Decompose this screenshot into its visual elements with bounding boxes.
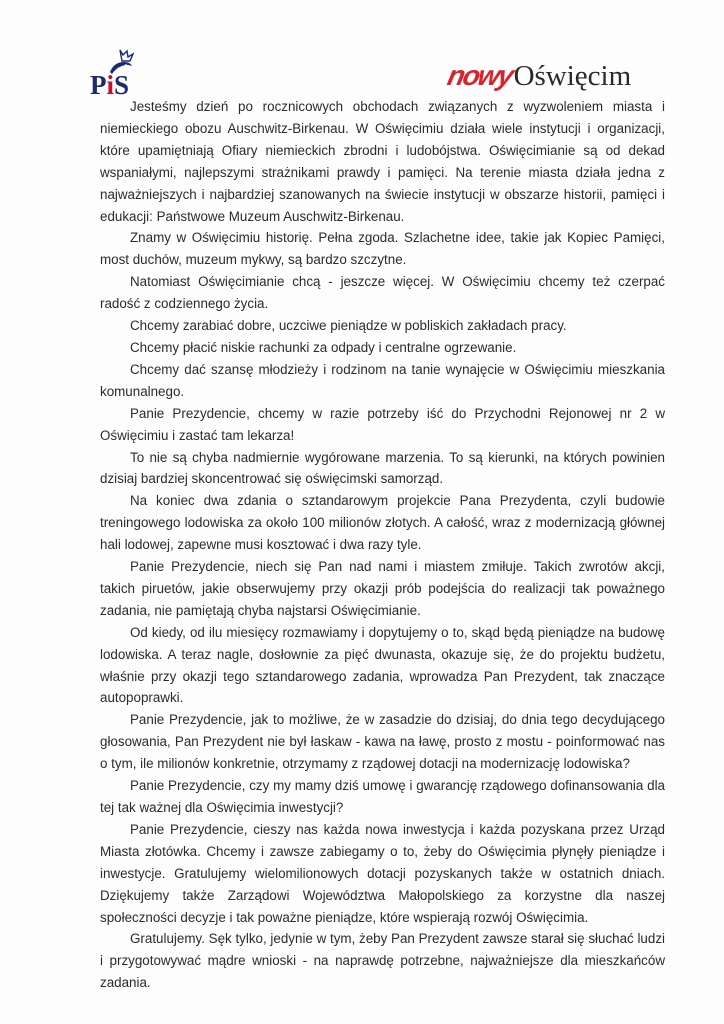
paragraph: Panie Prezydencie, jak to możliwe, że w zasadzie do dzisiaj, do dnia tego decydującego głosowania, Pan Prezydent nie był łaskaw - kawa na ławę, prosto z mostu - poinformować nas o tym, ile milionów konkretnie, otrzymamy z rządowej dotacji na modernizację lodowiska?: [100, 712, 665, 772]
paragraph: Panie Prezydencie, czy my mamy dziś umowę i gwarancję rządowego dofinansowania dla tej tak ważnej dla Oświęcimia inwestycji?: [100, 778, 665, 815]
paragraph: Znamy w Oświęcimiu historię. Pełna zgoda. Szlachetne idee, takie jak Kopiec Pamięci, most duchów, muzeum mykwy, są bardzo szczytne.: [100, 230, 665, 268]
paragraph: Jesteśmy dzień po rocznicowych obchodach związanych z wyzwoleniem miasta i niemieckiego obozu Auschwitz-Birkenau. W Oświęcimiu działa wiele instytucji i organizacji, które upamiętniają Ofiary niemieckich zbrodni i ludobójstwa. Oświęcimianie są od dekad wspaniałymi, najlepszymi strażnikami prawdy i pamięci. Na terenie miasta działa jedna z najważniejszych i najbardziej szanowanych na świecie instytucji w obszarze historii, pamięci i edukacji: Państwowe Muzeum Auschwitz-Birkenau.: [100, 99, 665, 224]
paragraph: Chcemy dać szansę młodzieży i rodzinom na tanie wynajęcie w Oświęcimiu mieszkania komunalnego.: [100, 361, 665, 399]
paragraph: Na koniec dwa zdania o sztandarowym projekcie Pana Prezydenta, czyli budowie treningowego lodowiska za około 100 milionów złotych. A całość, wraz z modernizacją głównej hali lodowej, zapewne musi kosztować i dwa razy tyle.: [100, 493, 665, 553]
pis-logo-text: PiS: [90, 70, 130, 100]
paragraph: Od kiedy, od ilu miesięcy rozmawiamy i dopytujemy o to, skąd będą pieniądze na budowę lodowiska. A teraz nagle, dosłownie za pięć dwunasta, okazuje się, że do projektu budżetu, właśnie przy okazji tego sztandarowego zadania, wprowadza Pan Prezydent, tak znaczące autopoprawki.: [100, 624, 665, 706]
paragraph: Natomiast Oświęcimianie chcą - jeszcze więcej. W Oświęcimiu chcemy też czerpać radość z codziennego życia.: [100, 274, 665, 312]
document-body: [100, 96, 665, 994]
pis-logo: [88, 48, 144, 100]
paragraph: Panie Prezydencie, niech się Pan nad nami i miastem zmiłuje. Takich zwrotów akcji, takich piruetów, jakie obserwujemy przy okazji prób podejścia do realizacji tak poważnego zadania, nie pamiętają chyba najstarsi Oświęcimianie.: [100, 559, 665, 618]
paragraph: Chcemy płacić niskie rachunki za odpady i centralne ogrzewanie.: [130, 339, 517, 355]
paragraph: Panie Prezydencie, cieszy nas każda nowa inwestycja i każda pozyskana przez Urząd Miasta złotówka. Chcemy i zawsze zabiegamy o to, żeby do Oświęcimia płynęły pieniądze i inwestycje. Gratulujemy wielomilionowych dotacji pozyskanych także w ostatnich dniach. Dziękujemy także Zarządowi Województwa Małopolskiego za korzystne dla naszej społeczności decyzje i tak poważne pieniądze, które wspierają rozwój Oświęcimia.: [100, 821, 665, 925]
paragraph: Gratulujemy. Sęk tylko, jedynie w tym, żeby Pan Prezydent zawsze starał się słuchać ludzi i przygotowywać mądre wnioski - na naprawdę potrzebne, najważniejsze dla mieszkańców zadania.: [100, 931, 665, 991]
nowy-oswiecim-logo: [444, 60, 632, 96]
nowy-logo-city: Oświęcim: [513, 60, 632, 92]
paragraph: Panie Prezydencie, chcemy w razie potrzeby iść do Przychodni Rejonowej nr 2 w Oświęcimiu i zastać tam lekarza!: [100, 405, 665, 443]
paragraph: Chcemy zarabiać dobre, uczciwe pieniądze w pobliskich zakładach pracy.: [130, 318, 567, 334]
nowy-logo-prefix: nowy: [444, 60, 515, 91]
paragraph: To nie są chyba nadmiernie wygórowane marzenia. To są kierunki, na których powinien dzisiaj bardziej skoncentrować się oświęcimski samorząd.: [100, 449, 665, 487]
